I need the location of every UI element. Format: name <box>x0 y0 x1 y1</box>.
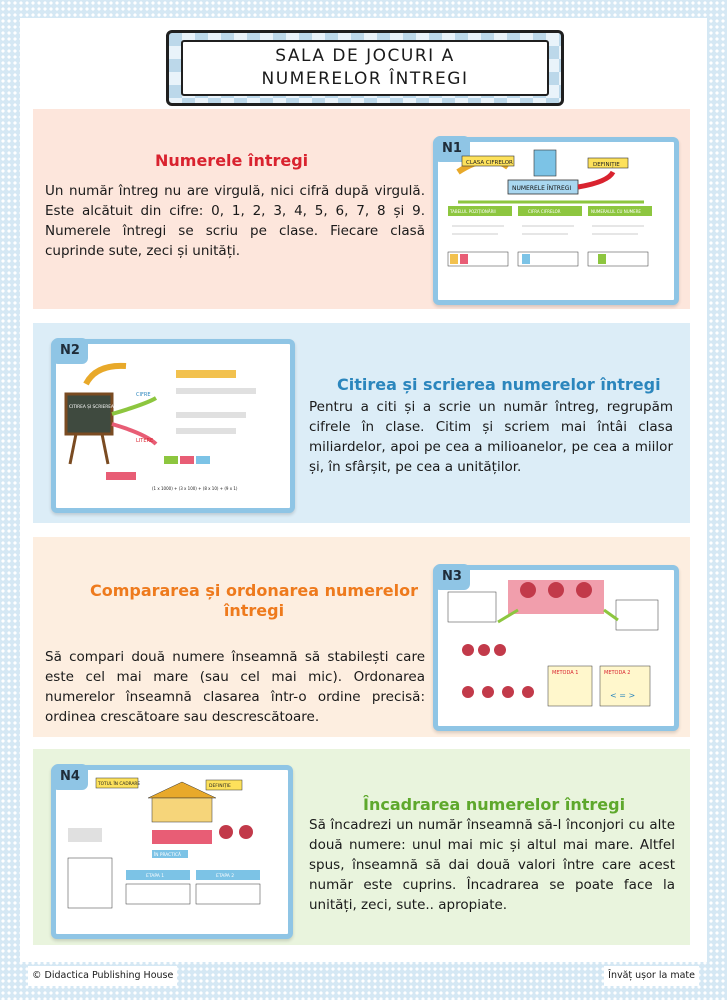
title-panel <box>181 40 549 96</box>
n4-step-2: ETAPA 2 <box>216 874 235 879</box>
n4-top: TOTUL ÎN CADRARE <box>98 782 141 787</box>
n1-box-1: TABELUL POZIȚIONĂRII <box>450 209 496 214</box>
title-line-2: NUMERELOR ÎNTREGI <box>261 69 469 89</box>
card-badge: N3 <box>434 564 470 590</box>
mindmap-card-n3 <box>433 565 679 731</box>
section-text: Să încadrezi un număr înseamnă să-l înconjori cu alte două numere: unul mai mic și altul mai mare. Altfel spus, înseamnă să dai două valori între care acest număr este cuprins. Încadrarea se poate face la unități, zeci, sute.. apropiate. <box>309 817 675 913</box>
card-badge: N2 <box>52 338 88 364</box>
footer-publisher: © Didactica Publishing House <box>28 966 177 986</box>
n3-method-2: METODA 2 <box>604 670 631 676</box>
mindmap-n3-illustration <box>438 570 664 716</box>
n4-right: DEFINIȚIE <box>209 784 231 789</box>
footer-series: Învăț ușor la mate <box>604 966 699 986</box>
n1-box-3: NUMERALUL CU NUMERE <box>591 209 641 214</box>
mindmap-card-n2 <box>51 339 295 513</box>
card-badge: N1 <box>434 136 470 162</box>
section-text: Să compari două numere înseamnă să stabilești care este cel mai mare (sau cel mai mic). Ordonarea numerelor înseamnă clasarea într-o ordine precisă: ordinea crescătoare sau descrescătoare. <box>45 649 425 725</box>
n2-tag-litere: LITERE <box>136 438 154 444</box>
page <box>20 18 707 962</box>
n2-tag-cifre: CIFRE <box>136 392 151 398</box>
section-text: Pentru a citi și a scrie un număr întreg, regrupăm cifrele în clase. Citim și scriem mai întâi clasa miliardelor, apoi pe cea a milioanelor, pe cea a miilor și, în sfârșit, pe cea a unităților. <box>309 399 673 475</box>
section-heading: Compararea și ordonarea numerelor întregi <box>89 581 419 620</box>
section-heading: Citirea și scrierea numerelor întregi <box>337 375 661 394</box>
section-heading: Numerele întregi <box>155 151 309 170</box>
n4-step-1: ETAPA 1 <box>146 874 165 879</box>
mindmap-card-n4 <box>51 765 293 939</box>
n2-board: CITIREA ȘI SCRIEREA NUMERELOR ÎNTREGI <box>69 405 162 410</box>
n1-right-tab: DEFINIȚIE <box>593 162 620 168</box>
section-compararea-ordonarea <box>33 537 690 737</box>
mindmap-card-n1 <box>433 137 679 305</box>
n3-method-1: METODA 1 <box>552 670 579 676</box>
section-incadrarea <box>33 749 690 945</box>
n1-box-2: CIFRA CIFRELOR <box>528 209 561 214</box>
section-numerele-intregi <box>33 109 690 309</box>
n1-center: NUMERELE ÎNTREGI <box>512 185 572 192</box>
mindmap-n4-illustration <box>56 770 278 924</box>
n3-symbols: < = > <box>610 691 636 700</box>
n2-sum: (1 x 1000) + (3 x 100) + (8 x 10) + (9 x 1) <box>152 486 238 491</box>
section-citirea-scrierea <box>33 323 690 523</box>
mindmap-n1-illustration <box>438 142 664 290</box>
section-heading: Încadrarea numerelor întregi <box>363 795 626 814</box>
title-banner <box>166 30 564 106</box>
title-line-1: SALA DE JOCURI A <box>275 46 455 66</box>
n4-bar: ÎN PRACTICĂ <box>154 853 181 858</box>
mindmap-n2-illustration <box>56 344 280 498</box>
section-text: Un număr întreg nu are virgulă, nici cifră după virgulă. Este alcătuit din cifre: 0, 1, 2, 3, 4, 5, 6, 7, 8 și 9. Numerele întregi se scriu pe clase. Fiecare clasă cuprinde sute, zeci și unități. <box>45 183 425 259</box>
n1-left-tab: CLASA CIFRELOR <box>466 160 513 166</box>
card-badge: N4 <box>52 764 88 790</box>
